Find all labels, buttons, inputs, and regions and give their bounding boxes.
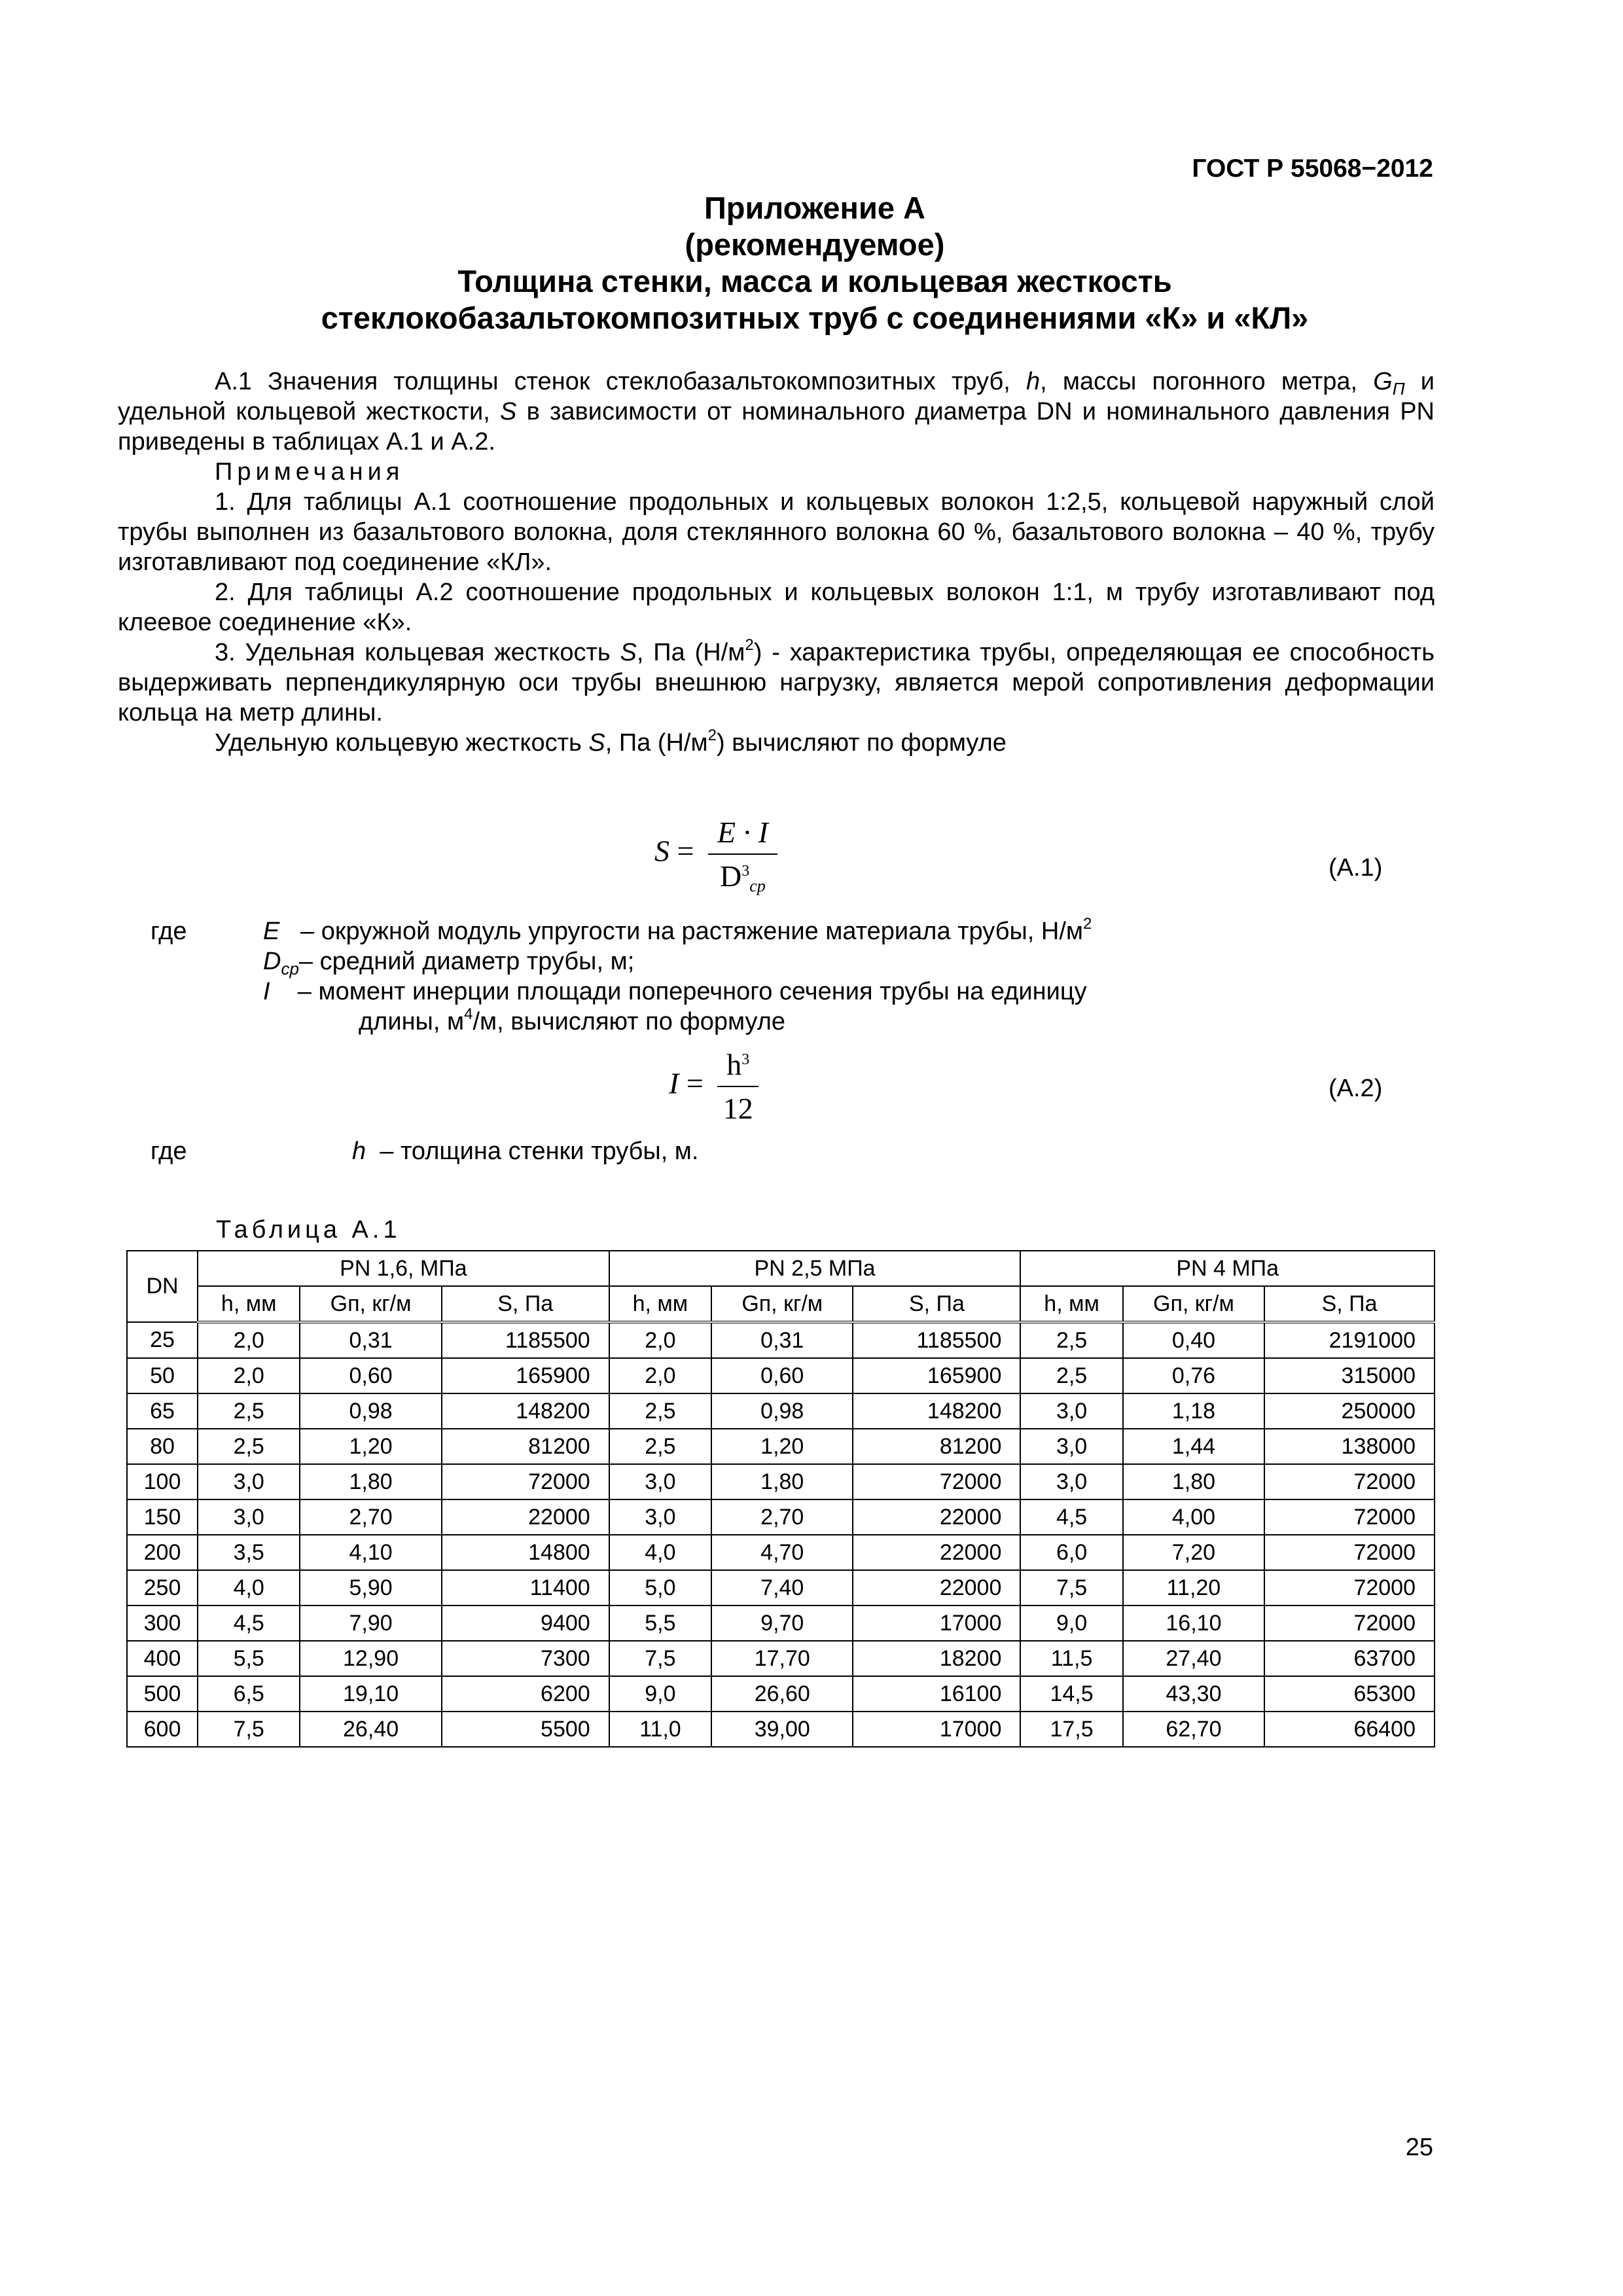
table-cell: 1,20: [300, 1429, 441, 1464]
table-cell: 3,0: [609, 1464, 711, 1499]
table-cell: 2,70: [300, 1499, 441, 1535]
table-cell: 2,0: [198, 1358, 300, 1393]
table-cell: 11,5: [1020, 1641, 1122, 1676]
intro-text: [118, 367, 1435, 758]
table-cell: 9400: [442, 1605, 609, 1641]
table-cell: 3,0: [1020, 1429, 1122, 1464]
heading-line-4: стеклокобазальтокомпозитных труб с соединениями «К» и «КЛ»: [321, 300, 1309, 335]
table-cell: 72000: [1264, 1499, 1435, 1535]
table-body: [127, 1322, 1435, 1747]
table-cell: 17000: [853, 1712, 1020, 1747]
table-cell: 0,31: [711, 1322, 853, 1358]
table-cell: 0,31: [300, 1322, 441, 1358]
table-cell: 7,20: [1123, 1535, 1264, 1570]
table-cell: 1185500: [853, 1322, 1020, 1358]
table-cell: 6,0: [1020, 1535, 1122, 1570]
dn-header: DN: [127, 1251, 198, 1322]
column-header: S, Па: [1264, 1286, 1435, 1322]
table-cell: 19,10: [300, 1676, 441, 1712]
where-d: $D_{ср}-$ средний диаметр трубы, м;: [263, 948, 635, 978]
table-cell: 22000: [853, 1535, 1020, 1570]
table-cell: 6200: [442, 1676, 609, 1712]
table-cell: 4,0: [198, 1570, 300, 1605]
table-row: [127, 1393, 1435, 1429]
table-cell: 72000: [1264, 1464, 1435, 1499]
table-cell: 1,44: [1123, 1429, 1264, 1464]
table-cell: 4,00: [1123, 1499, 1264, 1535]
column-header: Gп, кг/м: [300, 1286, 441, 1322]
table-cell: 0,60: [711, 1358, 853, 1393]
table-cell: 9,0: [1020, 1605, 1122, 1641]
dn-cell: 400: [127, 1641, 198, 1676]
table-cell: 22000: [442, 1499, 609, 1535]
table-cell: 65300: [1264, 1676, 1435, 1712]
table-cell: 66400: [1264, 1712, 1435, 1747]
table-cell: 5,90: [300, 1570, 441, 1605]
equation-number-a1: (А.1): [1329, 854, 1383, 882]
where-label-1: где: [151, 918, 187, 945]
heading-line-2: (рекомендуемое): [685, 227, 945, 262]
dn-cell: 65: [127, 1393, 198, 1429]
table-cell: 62,70: [1123, 1712, 1264, 1747]
table-cell: 1,80: [711, 1464, 853, 1499]
table-cell: 5,5: [609, 1605, 711, 1641]
table-cell: 2,5: [1020, 1358, 1122, 1393]
table-cell: 4,70: [711, 1535, 853, 1570]
dn-cell: 80: [127, 1429, 198, 1464]
document-code: ГОСТ Р 55068−2012: [1192, 154, 1433, 183]
where-label-2: где: [151, 1138, 187, 1165]
table-cell: 22000: [853, 1570, 1020, 1605]
column-header: Gп, кг/м: [1123, 1286, 1264, 1322]
table-cell: 4,5: [198, 1605, 300, 1641]
note-2: 2. Для таблицы А.2 соотношение продольных и кольцевых волокон 1:1, м трубу изготавливают под клеевое соединение «К».: [118, 579, 1435, 636]
table-row: [127, 1358, 1435, 1393]
table-cell: 11400: [442, 1570, 609, 1605]
table-cell: 7,5: [609, 1641, 711, 1676]
dn-cell: 50: [127, 1358, 198, 1393]
table-cell: 2,5: [609, 1393, 711, 1429]
table-cell: 3,0: [198, 1464, 300, 1499]
group-header: PN 2,5 МПа: [609, 1251, 1021, 1286]
group-header: PN 1,6, МПа: [198, 1251, 609, 1286]
table-row: [127, 1641, 1435, 1676]
table-cell: 17,5: [1020, 1712, 1122, 1747]
table-cell: 1185500: [442, 1322, 609, 1358]
where-h: h – толщина стенки трубы, м.: [352, 1138, 699, 1165]
table-cell: 7,5: [198, 1712, 300, 1747]
table-row: [127, 1429, 1435, 1464]
column-header: Gп, кг/м: [711, 1286, 853, 1322]
table-cell: 14800: [442, 1535, 609, 1570]
table-cell: 2,5: [198, 1393, 300, 1429]
table-row: [127, 1499, 1435, 1535]
table-cell: 2,0: [198, 1322, 300, 1358]
data-table: [126, 1250, 1435, 1748]
table-cell: 7,90: [300, 1605, 441, 1641]
table-cell: 17000: [853, 1605, 1020, 1641]
dn-cell: 500: [127, 1676, 198, 1712]
table-cell: 1,80: [300, 1464, 441, 1499]
table-cell: 11,0: [609, 1712, 711, 1747]
table-cell: 3,0: [198, 1499, 300, 1535]
table-cell: 2,0: [609, 1358, 711, 1393]
table-cell: 1,20: [711, 1429, 853, 1464]
formula-a2-fraction: $\frac{h^3}{12}$: [717, 1047, 758, 1126]
table-cell: 4,0: [609, 1535, 711, 1570]
table-cell: 16,10: [1123, 1605, 1264, 1641]
notes-title: Примечания: [215, 458, 404, 486]
dn-cell: 150: [127, 1499, 198, 1535]
table-cell: 5,0: [609, 1570, 711, 1605]
dn-cell: 600: [127, 1712, 198, 1747]
table-row: [127, 1570, 1435, 1605]
table-cell: 12,90: [300, 1641, 441, 1676]
table-row: [127, 1535, 1435, 1570]
where-i-continued: длины, $м^4/м$, вычисляют по формуле: [359, 1005, 786, 1035]
table-cell: 4,10: [300, 1535, 441, 1570]
table-cell: 4,5: [1020, 1499, 1122, 1535]
dn-cell: 250: [127, 1570, 198, 1605]
table-cell: 7,40: [711, 1570, 853, 1605]
table-row: [127, 1322, 1435, 1358]
table-cell: 72000: [1264, 1605, 1435, 1641]
appendix-heading: [131, 190, 1499, 336]
table-cell: 2,5: [609, 1429, 711, 1464]
where-e: E – окружной модуль упругости на растяжение материала трубы, $Н/м^2$: [263, 915, 1092, 945]
table-cell: 2,5: [198, 1429, 300, 1464]
dn-cell: 300: [127, 1605, 198, 1641]
equation-number-a2: (А.2): [1329, 1075, 1383, 1102]
table-cell: 14,5: [1020, 1676, 1122, 1712]
table-cell: 250000: [1264, 1393, 1435, 1429]
table-cell: 2191000: [1264, 1322, 1435, 1358]
table-cell: 0,76: [1123, 1358, 1264, 1393]
column-header: h, мм: [198, 1286, 300, 1322]
formula-a1-fraction: $\frac{E \cdot I}{D^3_{ср}}$: [708, 815, 777, 893]
table-cell: 81200: [442, 1429, 609, 1464]
table-row: [127, 1712, 1435, 1747]
table-cell: 0,60: [300, 1358, 441, 1393]
column-header: h, мм: [609, 1286, 711, 1322]
table-cell: 72000: [442, 1464, 609, 1499]
formula-intro: Удельную кольцевую жесткость S, Па $(Н/м^2)$ вычисляют по формуле: [215, 726, 1007, 757]
table-cell: 148200: [853, 1393, 1020, 1429]
group-header: PN 4 МПа: [1020, 1251, 1435, 1286]
table-cell: 3,0: [1020, 1464, 1122, 1499]
table-cell: 9,0: [609, 1676, 711, 1712]
table-cell: 9,70: [711, 1605, 853, 1641]
table-cell: 3,0: [1020, 1393, 1122, 1429]
table-cell: 7,5: [1020, 1570, 1122, 1605]
table-title: Таблица А.1: [216, 1216, 401, 1244]
table-cell: 0,98: [300, 1393, 441, 1429]
dn-cell: 25: [127, 1322, 198, 1358]
formula-a2: I = $\frac{h^3}{12}$: [669, 1047, 758, 1126]
table-cell: 11,20: [1123, 1570, 1264, 1605]
table-row: [127, 1676, 1435, 1712]
column-header: h, мм: [1020, 1286, 1122, 1322]
table-cell: 39,00: [711, 1712, 853, 1747]
table-cell: 6,5: [198, 1676, 300, 1712]
table-cell: 0,40: [1123, 1322, 1264, 1358]
note-3: 3. Удельная кольцевая жесткость S, Па $(Н/м^2)$ - характеристика трубы, определяющая ее способность выдерживать перпендикулярную оси трубы внешнюю нагрузку, является мерой сопротивления деформации кольца на метр длины.: [118, 636, 1435, 726]
table-cell: 2,5: [1020, 1322, 1122, 1358]
heading-line-3: Толщина стенки, масса и кольцевая жесткость: [457, 264, 1172, 298]
table-cell: 7300: [442, 1641, 609, 1676]
where-i: I – момент инерции площади поперечного сечения трубы на единицу: [263, 978, 1087, 1005]
table-cell: 5500: [442, 1712, 609, 1747]
table-cell: 22000: [853, 1499, 1020, 1535]
table-row: [127, 1605, 1435, 1641]
dn-cell: 100: [127, 1464, 198, 1499]
column-header: S, Па: [853, 1286, 1020, 1322]
table-cell: 3,5: [198, 1535, 300, 1570]
table-cell: 72000: [853, 1464, 1020, 1499]
table-cell: 72000: [1264, 1535, 1435, 1570]
table-cell: 1,18: [1123, 1393, 1264, 1429]
table-cell: 0,98: [711, 1393, 853, 1429]
column-header: S, Па: [442, 1286, 609, 1322]
table-cell: 16100: [853, 1676, 1020, 1712]
table-row: [127, 1464, 1435, 1499]
page-number: 25: [1405, 2134, 1433, 2161]
table-cell: 43,30: [1123, 1676, 1264, 1712]
table-cell: 26,40: [300, 1712, 441, 1747]
table-cell: 165900: [853, 1358, 1020, 1393]
table-cell: 72000: [1264, 1570, 1435, 1605]
table-cell: 18200: [853, 1641, 1020, 1676]
table-cell: 63700: [1264, 1641, 1435, 1676]
table-cell: 17,70: [711, 1641, 853, 1676]
table-cell: 165900: [442, 1358, 609, 1393]
table-cell: 5,5: [198, 1641, 300, 1676]
table-cell: 81200: [853, 1429, 1020, 1464]
formula-a1: S = $\frac{E \cdot I}{D^3_{ср}}$: [654, 815, 777, 893]
table-cell: 315000: [1264, 1358, 1435, 1393]
paragraph-a1: А.1 Значения толщины стенок стеклобазальтокомпозитных труб, h, массы погонного метра, $G_П$ и удельной кольцевой жесткости, S в зависимости от номинального диаметра DN и номинального давления PN приведены в таблицах А.1 и А.2.: [118, 368, 1435, 456]
heading-line-1: Приложение А: [704, 190, 925, 225]
table-cell: 148200: [442, 1393, 609, 1429]
table-cell: 2,70: [711, 1499, 853, 1535]
table-cell: 2,0: [609, 1322, 711, 1358]
table-cell: 3,0: [609, 1499, 711, 1535]
note-1: 1. Для таблицы А.1 соотношение продольных и кольцевых волокон 1:2,5, кольцевой наружный слой трубы выполнен из базальтового волокна, доля стеклянного волокна 60 %, базальтового волокна – 40 %, трубу изготавливают под соединение «КЛ».: [118, 488, 1435, 576]
table-cell: 27,40: [1123, 1641, 1264, 1676]
table-cell: 1,80: [1123, 1464, 1264, 1499]
table-cell: 26,60: [711, 1676, 853, 1712]
table-cell: 138000: [1264, 1429, 1435, 1464]
dn-cell: 200: [127, 1535, 198, 1570]
